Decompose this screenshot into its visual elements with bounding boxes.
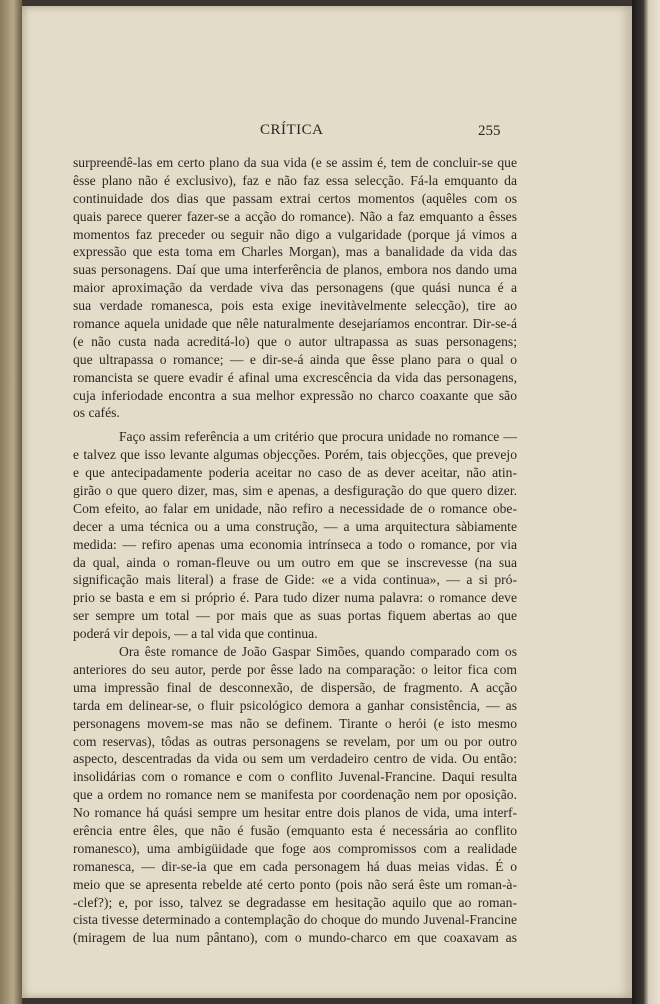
text-line: anteriores do seu autor, perde por êsse lado na comparação: o leitor fica com (73, 661, 517, 677)
text-line: êsse plano não é exclusivo), faz e não faz essa selecção. Fá-la emquanto da (73, 172, 517, 188)
text-line: tarda em delinear-se, o fluir psicológico demora a ganhar consistência, — as (73, 697, 517, 713)
text-line: cuja inferiodade encontra a sua melhor expressão no charco coaxante que são (73, 387, 517, 403)
text-line: significação mais literal) a frase de Gide: «e a vida continua», — a si pró- (73, 572, 517, 588)
book-spine-edge (632, 0, 660, 1004)
text-line: romanesca, — dir-se-ia que em cada personagem há duas meias vidas. É o (73, 858, 517, 874)
running-head: CRÍTICA (260, 122, 324, 138)
text-line: prio se basta e em si próprio é. Para tudo dizer numa palavra: o romance deve (73, 590, 517, 606)
text-line: expressão que esta toma em Charles Morgan), mas a banalidade da vida das (73, 244, 517, 260)
text-line: insolidárias com o romance e com o conflito Juvenal-Francine. Daqui resulta (73, 769, 517, 785)
paragraph-3 (73, 643, 517, 947)
text-line: ser sempre um total — por mais que as suas portas fiquem abertas ao que (73, 608, 517, 624)
text-line: e que antecipadamente poderia aceitar no caso de as dever aceitar, não atin- (73, 465, 517, 481)
facing-page-edge (0, 0, 22, 1004)
text-line: surpreendê-las em certo plano da sua vida (e se assim é, tem de concluir-se que (73, 155, 517, 170)
text-line: romancista se quere evadir é afinal uma excrescência da vida das personagens, (73, 369, 517, 385)
text-line: aspecto, descentradas da vida ou sem um verdadeiro centro de vida. Ou então: (73, 751, 517, 767)
text-line: momentos faz preceder ou seguir não digo a vulgaridade (porque já vimos a (73, 226, 517, 242)
text-line: personagens movem-se mas não se definem. Tirante o herói (e isto mesmo (73, 715, 517, 731)
text-line: e talvez que isso levante algumas objecções. Porém, tais objecções, que prevejo (73, 447, 517, 463)
paragraph-1 (73, 154, 517, 422)
text-line: -clef?); e, por isso, talvez se degradasse em hesitação aquilo que ao roman- (73, 894, 517, 910)
text-line: meio que se apresenta rebelde até certo ponto (pois não será êste um roman-à- (73, 876, 517, 892)
text-line: romanesco), uma ambigüidade que foge aos compromissos com a realidade (73, 840, 517, 856)
text-line: Ora êste romance de João Gaspar Simões, quando comparado com os (119, 644, 517, 660)
text-line: poderá vir depois, — a tal vida que continua. (73, 626, 318, 642)
paragraph-2 (73, 428, 517, 643)
text-line: Com efeito, ao falar em unidade, não refiro a necessidade de o romance obe- (73, 500, 517, 516)
body-text (73, 154, 517, 947)
text-line: romance aquela unidade que nêle naturalmente desejaríamos encontrar. Dir-se-á (73, 316, 517, 332)
text-line: girão o que quero dizer, mas, sim e apenas, a desfiguração do que quero dizer. (73, 483, 517, 499)
text-line: suas personagens. Daí que uma interferência de planos, embora nos dando uma (73, 262, 517, 278)
page-number: 255 (478, 123, 501, 139)
text-line: que ultrapassa o romance; — e dir-se-á ainda que êsse plano para o qual o (73, 351, 517, 367)
text-line: maior aproximação da verdade viva das personagens (que quási nunca é a (73, 280, 517, 296)
text-line: medida: — refiro apenas uma economia intrínseca a todo o romance, por via (73, 536, 517, 552)
book-page (22, 6, 632, 998)
text-line: quais parece querer fazer-se a acção do romance). Não a faz emquanto a êsses (73, 208, 517, 224)
text-line: uma impressão final de desconnexão, de dispersão, de fragmento. A acção (73, 679, 517, 695)
text-line: que a ordem no romance nem se manifesta por coordenação nem por oposição. (73, 787, 517, 803)
text-line: da qual, ainda o roman-fleuve ou um outro em que se inscrevesse (na sua (73, 554, 517, 570)
text-line: com reservas), tôdas as outras personagens se revelam, por um ou por outro (73, 733, 517, 749)
text-line: sua verdade romanesca, pois esta exige inevitàvelmente selecção), tire ao (73, 298, 517, 314)
page-header (22, 122, 632, 142)
text-line: decer a uma técnica ou a uma construção, — a uma arquitectura sàbiamente (73, 518, 517, 534)
text-line: (miragem de lua num pântano), com o mundo-charco em que coaxavam as (73, 930, 517, 946)
text-line: Faço assim referência a um critério que procura unidade no romance — (119, 429, 517, 445)
text-line: (e não custa nada acreditá-lo) que o autor ultrapassa as suas personagens; (73, 333, 517, 349)
text-line: os cafés. (73, 405, 120, 421)
text-line: cista tivesse determinado a contemplação do choque do mundo Juvenal-Francine (73, 912, 517, 928)
text-line: erência entre êles, que não é fusão (emquanto esta é necessária ao conflito (73, 822, 517, 838)
text-line: continuidade dos dias que passam extrai certos momentos (aquêles com os (73, 190, 517, 206)
text-line: No romance há quási sempre um hesitar entre dois planos de vida, uma interf- (73, 805, 517, 821)
